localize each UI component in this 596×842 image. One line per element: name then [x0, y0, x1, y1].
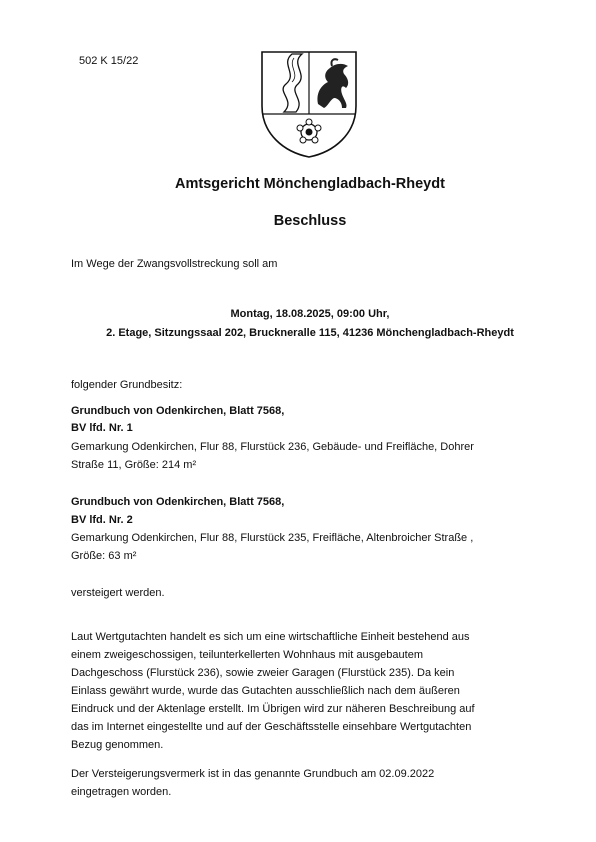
versteigert-text: versteigert werden. [71, 587, 165, 599]
termin-date-time: Montag, 18.08.2025, 09:00 Uhr, [230, 308, 390, 320]
item-1-line-2: Straße 11, Größe: 214 m² [71, 459, 197, 471]
coat-of-arms-icon [258, 48, 360, 160]
item-2-grundbuch: Grundbuch von Odenkirchen, Blatt 7568, [71, 496, 285, 508]
item-2-line-2: Größe: 63 m² [71, 550, 137, 562]
gutachten-line: Eindruck und der Aktenlage erstellt. Im Übrigen wird zur näheren Beschreibung auf [71, 703, 475, 715]
court-name: Amtsgericht Mönchengladbach-Rheydt [175, 176, 445, 192]
case-number: 502 K 15/22 [79, 55, 139, 67]
gutachten-line: Bezug genommen. [71, 739, 164, 751]
grundbesitz-label: folgender Grundbesitz: [71, 379, 183, 391]
intro-text: Im Wege der Zwangsvollstreckung soll am [71, 258, 278, 270]
item-2-line-1: Gemarkung Odenkirchen, Flur 88, Flurstück 235, Freifläche, Altenbroicher Straße , [71, 532, 474, 544]
gutachten-line: Einlass gewährt wurde, wurde das Gutachten ausschließlich nach dem äußeren [71, 685, 460, 697]
vermerk-line: Der Versteigerungsvermerk ist in das genannte Grundbuch am 02.09.2022 [71, 768, 435, 780]
gutachten-line: Laut Wertgutachten handelt es sich um eine wirtschaftliche Einheit bestehend aus [71, 631, 470, 643]
gutachten-line: einem zweigeschossigen, teilunterkellerten Wohnhaus mit ausgebautem [71, 649, 423, 661]
vermerk-line: eingetragen worden. [71, 786, 172, 798]
gutachten-line: das im Internet eingestellte und auf der Geschäftsstelle einsehbare Wertgutachten [71, 721, 472, 733]
item-2-bv: BV lfd. Nr. 2 [71, 514, 133, 526]
gutachten-line: Dachgeschoss (Flurstück 236), sowie zweier Garagen (Flurstück 235). Da kein [71, 667, 455, 679]
item-1-bv: BV lfd. Nr. 1 [71, 422, 133, 434]
item-1-line-1: Gemarkung Odenkirchen, Flur 88, Flurstück 236, Gebäude- und Freifläche, Dohrer [71, 441, 474, 453]
document-title: Beschluss [273, 213, 347, 229]
item-1-grundbuch: Grundbuch von Odenkirchen, Blatt 7568, [71, 405, 285, 417]
termin-location: 2. Etage, Sitzungssaal 202, Bruckneralle 115, 41236 Mönchengladbach-Rheydt [106, 327, 514, 339]
